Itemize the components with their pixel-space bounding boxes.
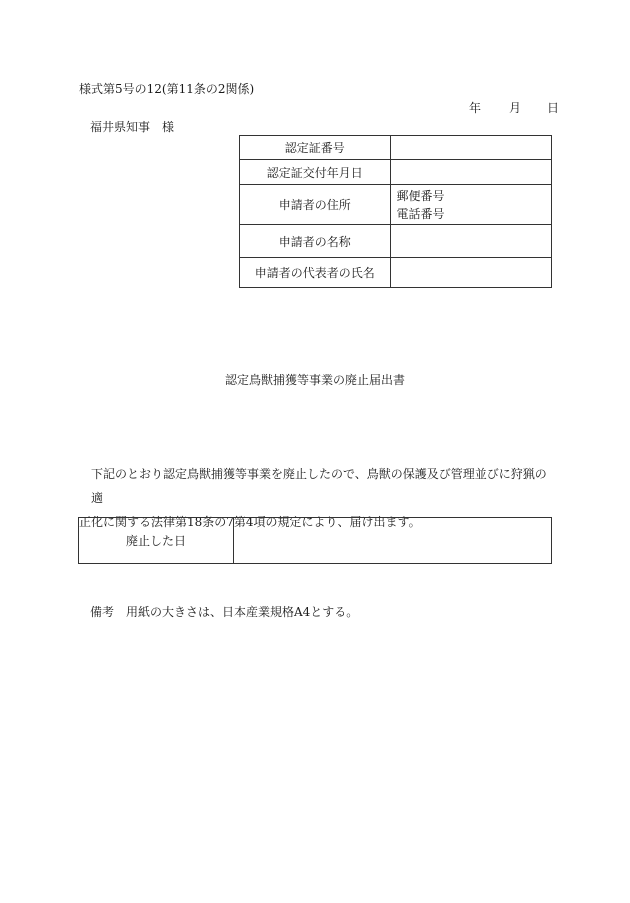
phone-number-label: 電話番号: [396, 206, 445, 221]
date-day-label: 日: [547, 101, 560, 115]
applicant-name-label: 申請者の名称: [240, 225, 391, 258]
representative-name-field[interactable]: [390, 258, 551, 288]
table-row: [240, 136, 552, 160]
form-number: 様式第5号の12(第11条の2関係): [79, 82, 255, 96]
certificate-number-label: 認定証番号: [240, 136, 391, 160]
applicant-address-label: 申請者の住所: [240, 185, 391, 225]
body-line-2: 正化に関する法律第18条の7第4項の規定により、届け出ます。: [79, 515, 421, 529]
applicant-name-field[interactable]: [390, 225, 551, 258]
date-line: [469, 99, 559, 116]
table-row: [79, 518, 552, 564]
date-month-label: 月: [509, 101, 522, 115]
abolition-date-field[interactable]: [234, 518, 552, 564]
certificate-issue-date-field[interactable]: [390, 160, 551, 185]
date-year-label: 年: [469, 101, 482, 115]
addressee: 福井県知事 様: [90, 120, 175, 134]
table-row: [240, 258, 552, 288]
abolition-date-table: [78, 517, 552, 564]
representative-name-label: 申請者の代表者の氏名: [240, 258, 391, 288]
certificate-number-field[interactable]: [390, 136, 551, 160]
applicant-info-table: [239, 135, 552, 288]
abolition-date-label: 廃止した日: [79, 518, 234, 564]
certificate-issue-date-label: 認定証交付年月日: [240, 160, 391, 185]
applicant-address-field[interactable]: [390, 185, 551, 225]
body-line-1: 下記のとおり認定鳥獣捕獲等事業を廃止したので、鳥獣の保護及び管理並びに狩猟の適: [91, 467, 547, 505]
table-row: [240, 185, 552, 225]
remark-note: 備考 用紙の大きさは、日本産業規格A4とする。: [90, 605, 359, 619]
table-row: [240, 225, 552, 258]
table-row: [240, 160, 552, 185]
document-title: 認定鳥獣捕獲等事業の廃止届出書: [224, 373, 405, 387]
postal-code-label: 郵便番号: [396, 188, 445, 203]
